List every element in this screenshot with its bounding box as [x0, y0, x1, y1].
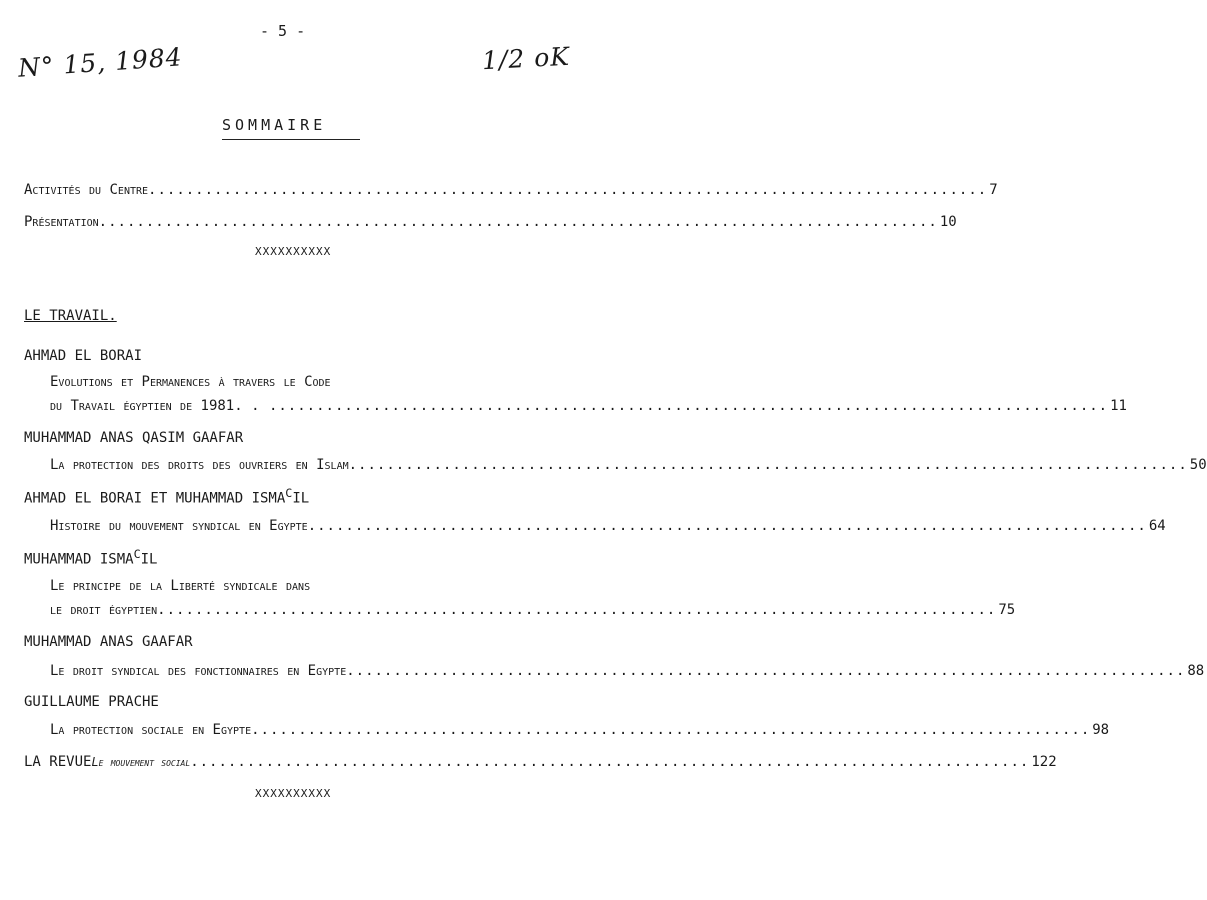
dot-leader: .........................................................................................: [157, 602, 997, 618]
toc-entry-page: 11: [1110, 398, 1127, 414]
author-name: [24, 547, 157, 568]
toc-entry-droit-syndical: [50, 663, 1205, 679]
dot-leader: .........................................................................................: [251, 722, 1091, 738]
author-name: MUHAMMAD ANAS GAAFAR: [24, 634, 193, 650]
toc-entry-page: 75: [998, 602, 1016, 618]
handwritten-issue-note: N° 15, 1984: [17, 42, 184, 83]
author-name-superscript: C: [133, 547, 141, 561]
author-name: GUILLAUME PRACHE: [24, 694, 159, 710]
toc-entry-principe: [50, 602, 1016, 618]
toc-entry-revue: [24, 754, 1057, 770]
section-heading: LE TRAVAIL.: [24, 308, 117, 324]
toc-entry-label: Présentation: [24, 214, 99, 230]
article-title: La protection des droits des ouvriers en Islam: [50, 457, 349, 473]
article-title: Le droit syndical des fonctionnaires en Egypte: [50, 663, 347, 679]
dot-leader: .........................................................................................: [190, 754, 1030, 770]
dot-leader: .........................................................................................: [348, 457, 1188, 473]
handwritten-status-note: 1/2 oK: [481, 41, 571, 76]
section-separator: XXXXXXXXXX: [255, 787, 332, 800]
toc-entry-page: 122: [1031, 754, 1057, 770]
toc-entry-protection-droits: [50, 457, 1207, 473]
author-name-superscript: C: [285, 486, 293, 500]
toc-entry-page: 88: [1187, 663, 1205, 679]
toc-entry-page: 98: [1092, 722, 1110, 738]
author-name-part: IL: [140, 551, 158, 568]
dot-leader: .........................................................................................: [346, 663, 1186, 679]
revue-title: Le mouvement social: [91, 755, 191, 769]
toc-entry-presentation: [24, 214, 957, 230]
revue-prefix: LA REVUE: [24, 754, 92, 770]
toc-entry-histoire: [50, 518, 1166, 534]
author-name-part: AHMAD EL BORAI ET MUHAMMAD ISMA: [24, 490, 286, 507]
article-title: le droit égyptien: [50, 602, 158, 618]
author-name: AHMAD EL BORAI: [24, 348, 143, 364]
author-name-part: MUHAMMAD ISMA: [24, 551, 134, 568]
toc-entry-activites: [24, 182, 998, 198]
dot-leader: .........................................................................................: [98, 214, 938, 230]
article-title: Histoire du mouvement syndical en Egypte: [50, 518, 308, 534]
title-underline: [222, 139, 360, 140]
dot-leader: .........................................................................................: [148, 182, 988, 198]
page-number: - 5 -: [260, 22, 306, 40]
toc-entry-page: 64: [1148, 518, 1166, 534]
summary-title: SOMMAIRE: [222, 116, 327, 134]
article-title-line: Le principe de la Liberté syndicale dans: [50, 578, 311, 594]
toc-entry-page: 7: [989, 182, 998, 198]
dot-leader: .........................................................................................: [307, 518, 1147, 534]
toc-entry-evolutions: [50, 398, 1127, 414]
toc-entry-page: 10: [939, 214, 957, 230]
toc-entry-page: 50: [1189, 457, 1207, 473]
author-name: MUHAMMAD ANAS QASIM GAAFAR: [24, 430, 244, 446]
article-title: du Travail égyptien de 1981. .: [50, 398, 260, 414]
dot-leader: .........................................................................................: [259, 398, 1109, 414]
toc-entry-protection-sociale: [50, 722, 1110, 738]
article-title-line: Evolutions et Permanences à travers le Code: [50, 374, 331, 390]
author-name: [24, 486, 309, 507]
section-separator: XXXXXXXXXX: [255, 245, 332, 258]
author-name-part: IL: [292, 490, 310, 507]
toc-entry-label: Activités du Centre: [24, 182, 149, 198]
article-title: La protection sociale en Egypte: [50, 722, 252, 738]
